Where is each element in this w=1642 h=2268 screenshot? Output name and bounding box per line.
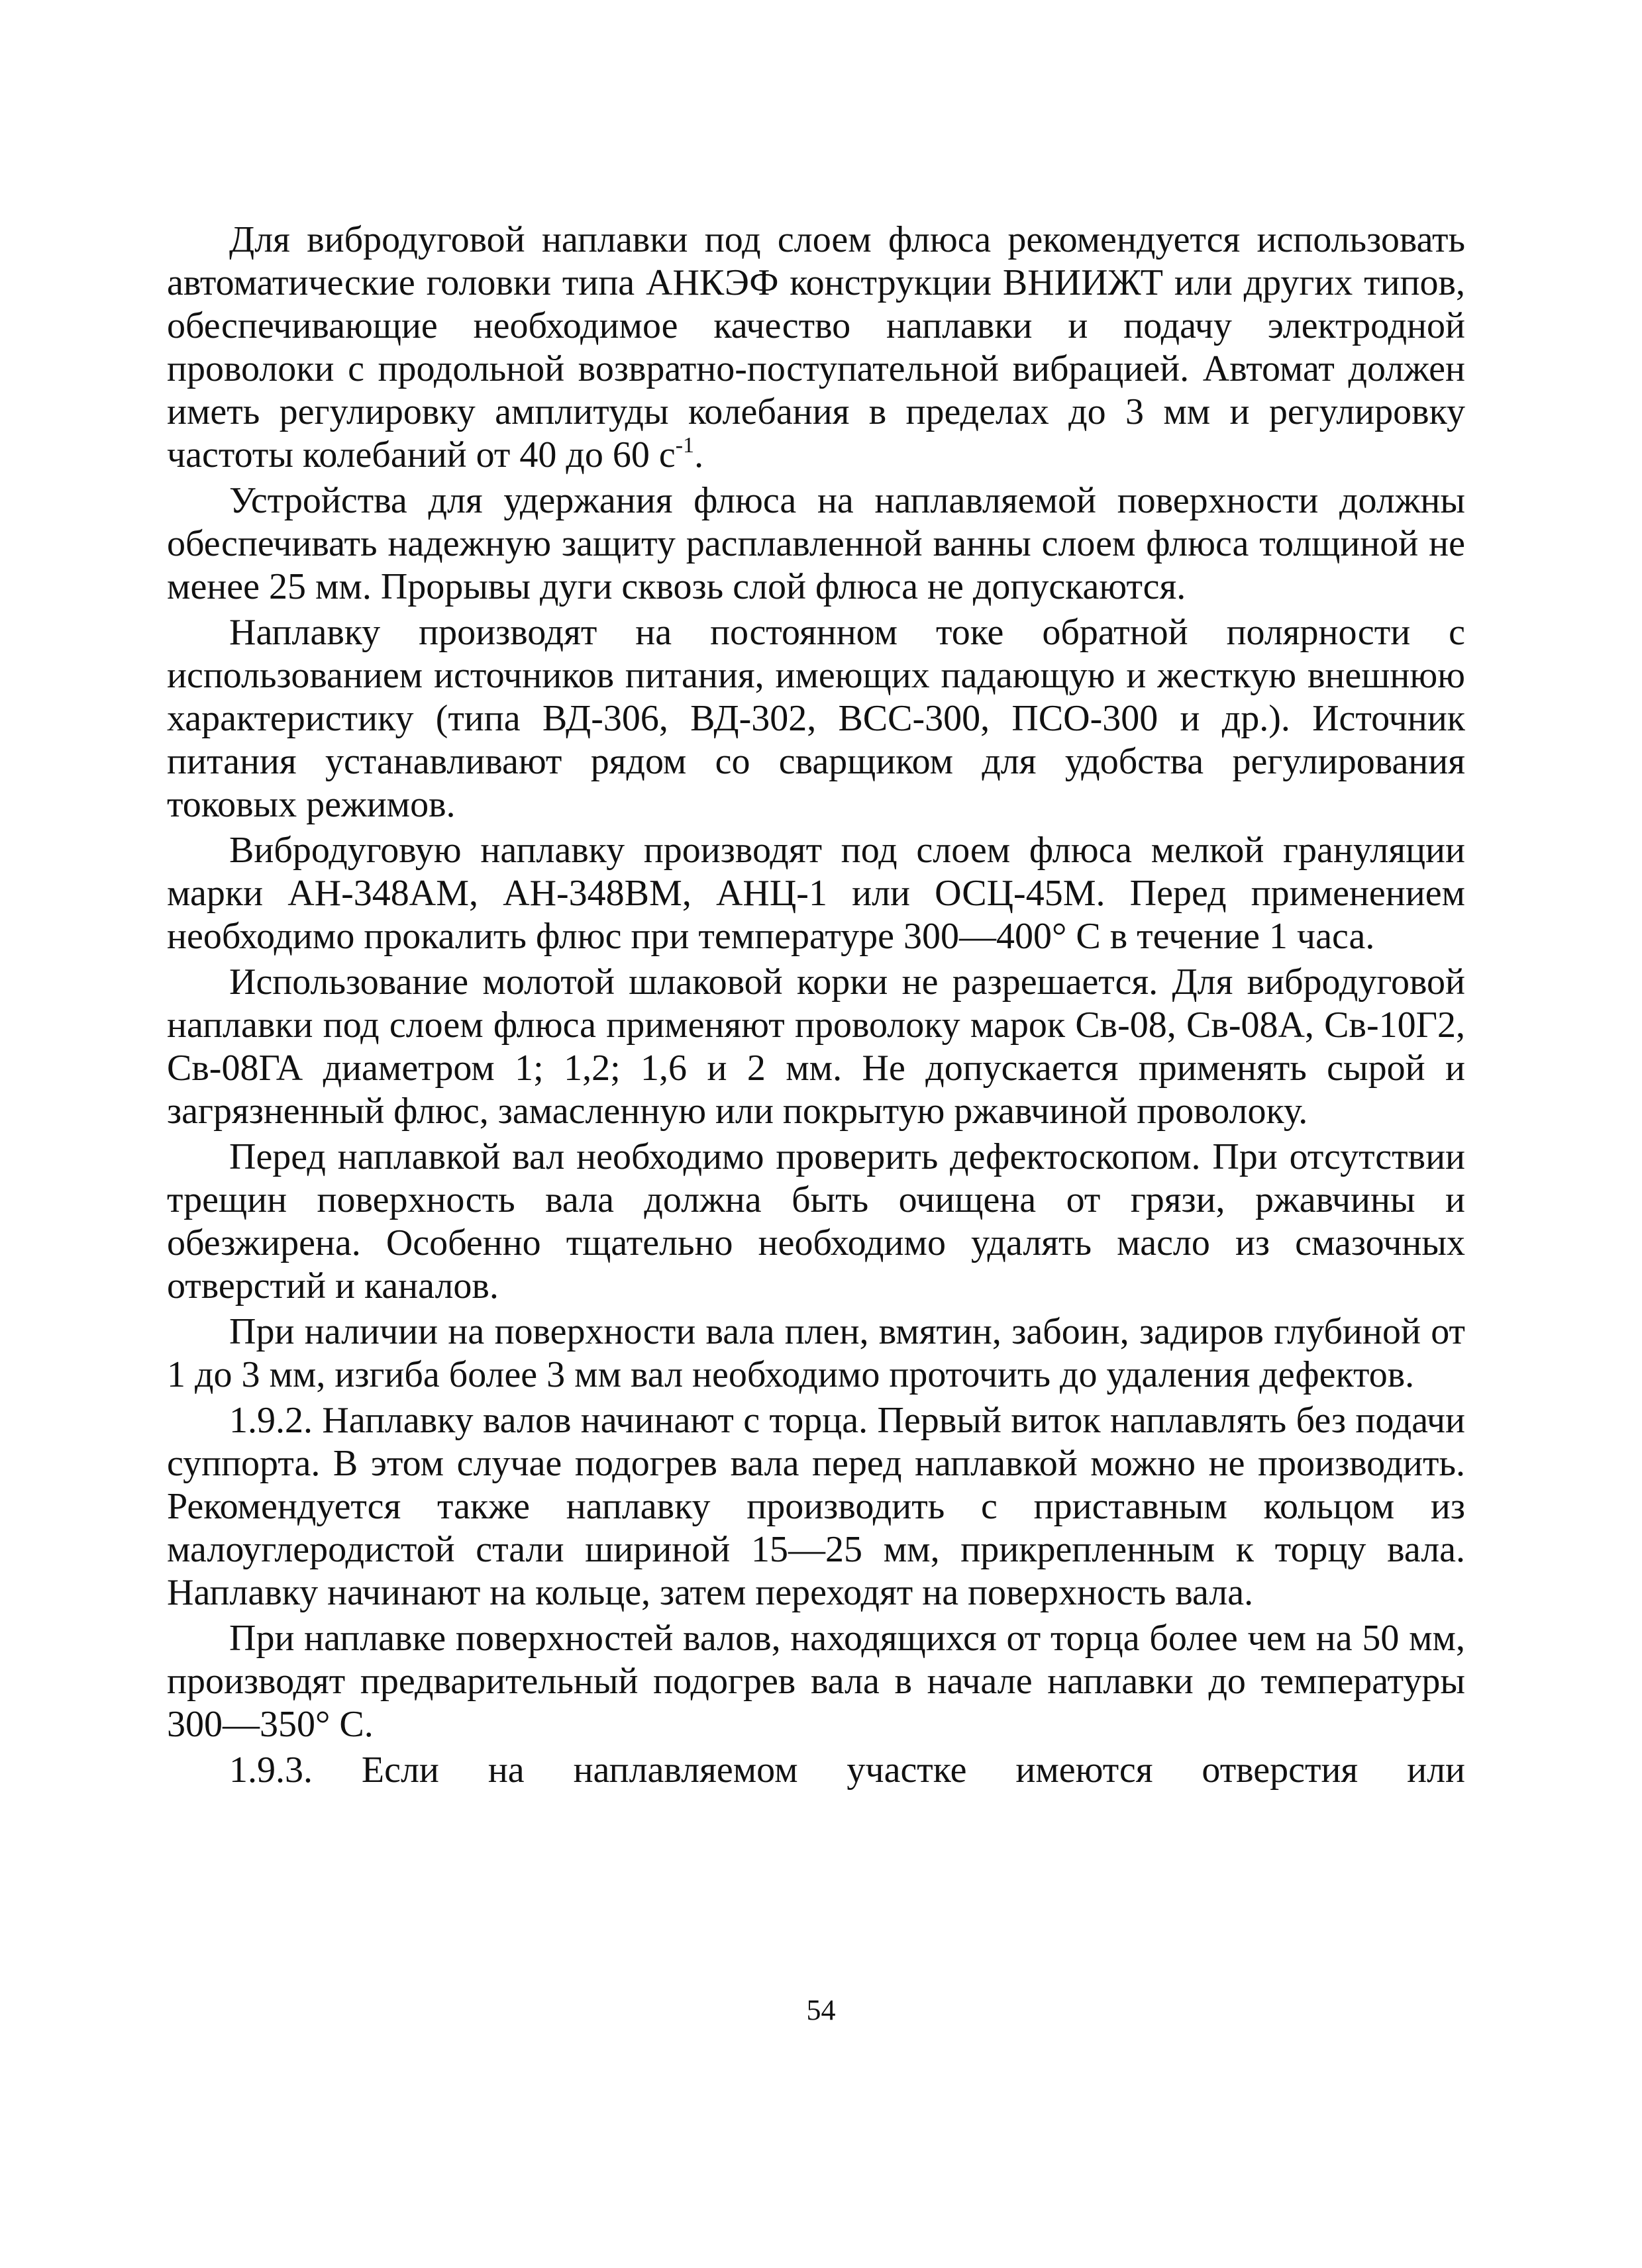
paragraph-9: При наплавке поверхностей валов, находящихся от торца более чем на 50 мм, производят предварительный подогрев вала в начале наплавки до температуры 300—350° С. (167, 1618, 1465, 1745)
paragraph-6: Перед наплавкой вал необходимо проверить дефектоскопом. При отсутствии трещин поверхность вала должна быть очищена от грязи, ржавчины и обезжирена. Особенно тщательно необходимо удалять масло из смазочных отверстий и каналов. (167, 1136, 1465, 1307)
exponent-superscript: -1 (675, 433, 695, 458)
page-number: 54 (806, 1994, 836, 2026)
body-text (167, 219, 1465, 1795)
paragraph-1: Для вибродуговой наплавки под слоем флюса рекомендуется использовать автоматические головки типа АНКЭФ конструкции ВНИИЖТ или других типов, обеспечивающие необходимое качество наплавки и подачу электродной проволоки с продольной возвратно-поступательной вибрацией. Автомат должен иметь регулировку амплитуды колебания в пределах до 3 мм и регулировку частоты колебаний от 40 до 60 $с^{-1}$. (167, 219, 1465, 475)
paragraph-3: Наплавку производят на постоянном токе обратной полярности с использованием источников питания, имеющих падающую и жесткую внешнюю характеристику (типа ВД-306, ВД-302, ВСС-300, ПСО-300 и др.). Источник питания устанавливают рядом со сварщиком для удобства регулирования токовых режимов. (167, 612, 1465, 825)
paragraph-10: 1.9.3. Если на наплавляемом участке имеются отверстия или (229, 1750, 1465, 1791)
paragraph-7: При наличии на поверхности вала плен, вмятин, забоин, задиров глубиной от 1 до 3 мм, изгиба более 3 мм вал необходимо проточить до удаления дефектов. (167, 1311, 1465, 1395)
paragraph-4: Вибродуговую наплавку производят под слоем флюса мелкой грануляции марки АН-348АМ, АН-348ВМ, АНЦ-1 или ОСЦ-45М. Перед применением необходимо прокалить флюс при температуре 300—400° С в течение 1 часа. (167, 830, 1465, 957)
paragraph-8: 1.9.2. Наплавку валов начинают с торца. Первый виток наплавлять без подачи суппорта. В этом случае подогрев вала перед наплавкой можно не производить. Рекомендуется также наплавку производить с приставным кольцом из малоуглеродистой стали шириной 15—25 мм, прикрепленным к торцу вала. Наплавку начинают на кольце, затем переходят на поверхность вала. (167, 1400, 1465, 1613)
paragraph-2: Устройства для удержания флюса на наплавляемой поверхности должны обеспечивать надежную защиту расплавленной ванны слоем флюса толщиной не менее 25 мм. Прорывы дуги сквозь слой флюса не допускаются. (167, 480, 1465, 607)
paragraph-5: Использование молотой шлаковой корки не разрешается. Для вибродуговой наплавки под слоем флюса применяют проволоку марок Св-08, Св-08А, Св-10Г2, Св-08ГА диаметром 1; 1,2; 1,6 и 2 мм. Не допускается применять сырой и загрязненный флюс, замасленную или покрытую ржавчиной проволоку. (167, 961, 1465, 1132)
